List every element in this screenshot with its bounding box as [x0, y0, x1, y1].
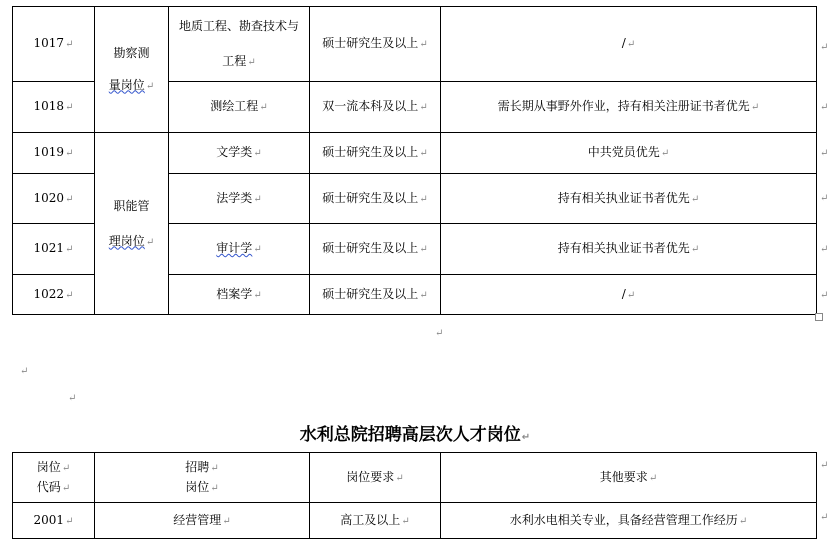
header-requirement: 岗位要求↵	[310, 453, 441, 503]
positions-table-2	[12, 452, 817, 539]
post-code-cell: 1019↵	[13, 133, 95, 174]
major-cell: 测绘工程↵	[169, 82, 310, 133]
degree-cell: 硕士研究生及以上↵	[310, 133, 441, 174]
other-requirement-cell: 持有相关执业证书者优先↵	[441, 174, 817, 224]
paragraph-mark: ↵	[435, 328, 444, 339]
row-end-mark: ↵	[820, 290, 829, 301]
table-resize-handle[interactable]	[815, 313, 823, 321]
degree-cell: 硕士研究生及以上↵	[310, 7, 441, 82]
major-cell: 法学类↵	[169, 174, 310, 224]
table-row	[13, 7, 817, 82]
header-other-requirement: 其他要求↵	[441, 453, 817, 503]
other-requirement-cell: /↵	[441, 275, 817, 315]
header-post: 招聘↵ 岗位↵	[95, 453, 310, 503]
positions-table-1	[12, 6, 817, 315]
degree-cell: 硕士研究生及以上↵	[310, 174, 441, 224]
post-code-cell: 1022↵	[13, 275, 95, 315]
row-end-mark: ↵	[820, 193, 829, 204]
table-row	[13, 503, 817, 539]
row-end-mark: ↵	[820, 148, 829, 159]
post-code-cell: 2001↵	[13, 503, 95, 539]
post-cell: 经营管理↵	[95, 503, 310, 539]
other-requirement-cell: 水利水电相关专业，具备经营管理工作经历↵	[441, 503, 817, 539]
paragraph-mark: ↵	[20, 366, 29, 377]
post-code-cell: 1018↵	[13, 82, 95, 133]
major-cell: 审计学↵	[169, 224, 310, 275]
major-cell: 地质工程、勘查技术与 工程↵	[169, 7, 310, 82]
degree-cell: 双一流本科及以上↵	[310, 82, 441, 133]
row-end-mark: ↵	[820, 42, 829, 53]
other-requirement-cell: 中共党员优先↵	[441, 133, 817, 174]
table-header-row	[13, 453, 817, 503]
post-group-cell: 职能管 理岗位↵	[95, 133, 169, 315]
header-post-code: 岗位↵ 代码↵	[13, 453, 95, 503]
post-group-cell: 勘察测 量岗位↵	[95, 7, 169, 133]
table-row	[13, 133, 817, 174]
row-end-mark: ↵	[820, 512, 829, 523]
post-code-cell: 1020↵	[13, 174, 95, 224]
row-end-mark: ↵	[820, 460, 829, 471]
degree-cell: 硕士研究生及以上↵	[310, 224, 441, 275]
major-cell: 文学类↵	[169, 133, 310, 174]
row-end-mark: ↵	[820, 102, 829, 113]
other-requirement-cell: /↵	[441, 7, 817, 82]
row-end-mark: ↵	[820, 244, 829, 255]
post-code-cell: 1021↵	[13, 224, 95, 275]
requirement-cell: 高工及以上↵	[310, 503, 441, 539]
paragraph-mark: ↵	[68, 393, 77, 404]
other-requirement-cell: 需长期从事野外作业，持有相关注册证书者优先↵	[441, 82, 817, 133]
degree-cell: 硕士研究生及以上↵	[310, 275, 441, 315]
other-requirement-cell: 持有相关执业证书者优先↵	[441, 224, 817, 275]
section-title: 水利总院招聘高层次人才岗位↵	[299, 425, 531, 445]
major-cell: 档案学↵	[169, 275, 310, 315]
post-code-cell: 1017↵	[13, 7, 95, 82]
